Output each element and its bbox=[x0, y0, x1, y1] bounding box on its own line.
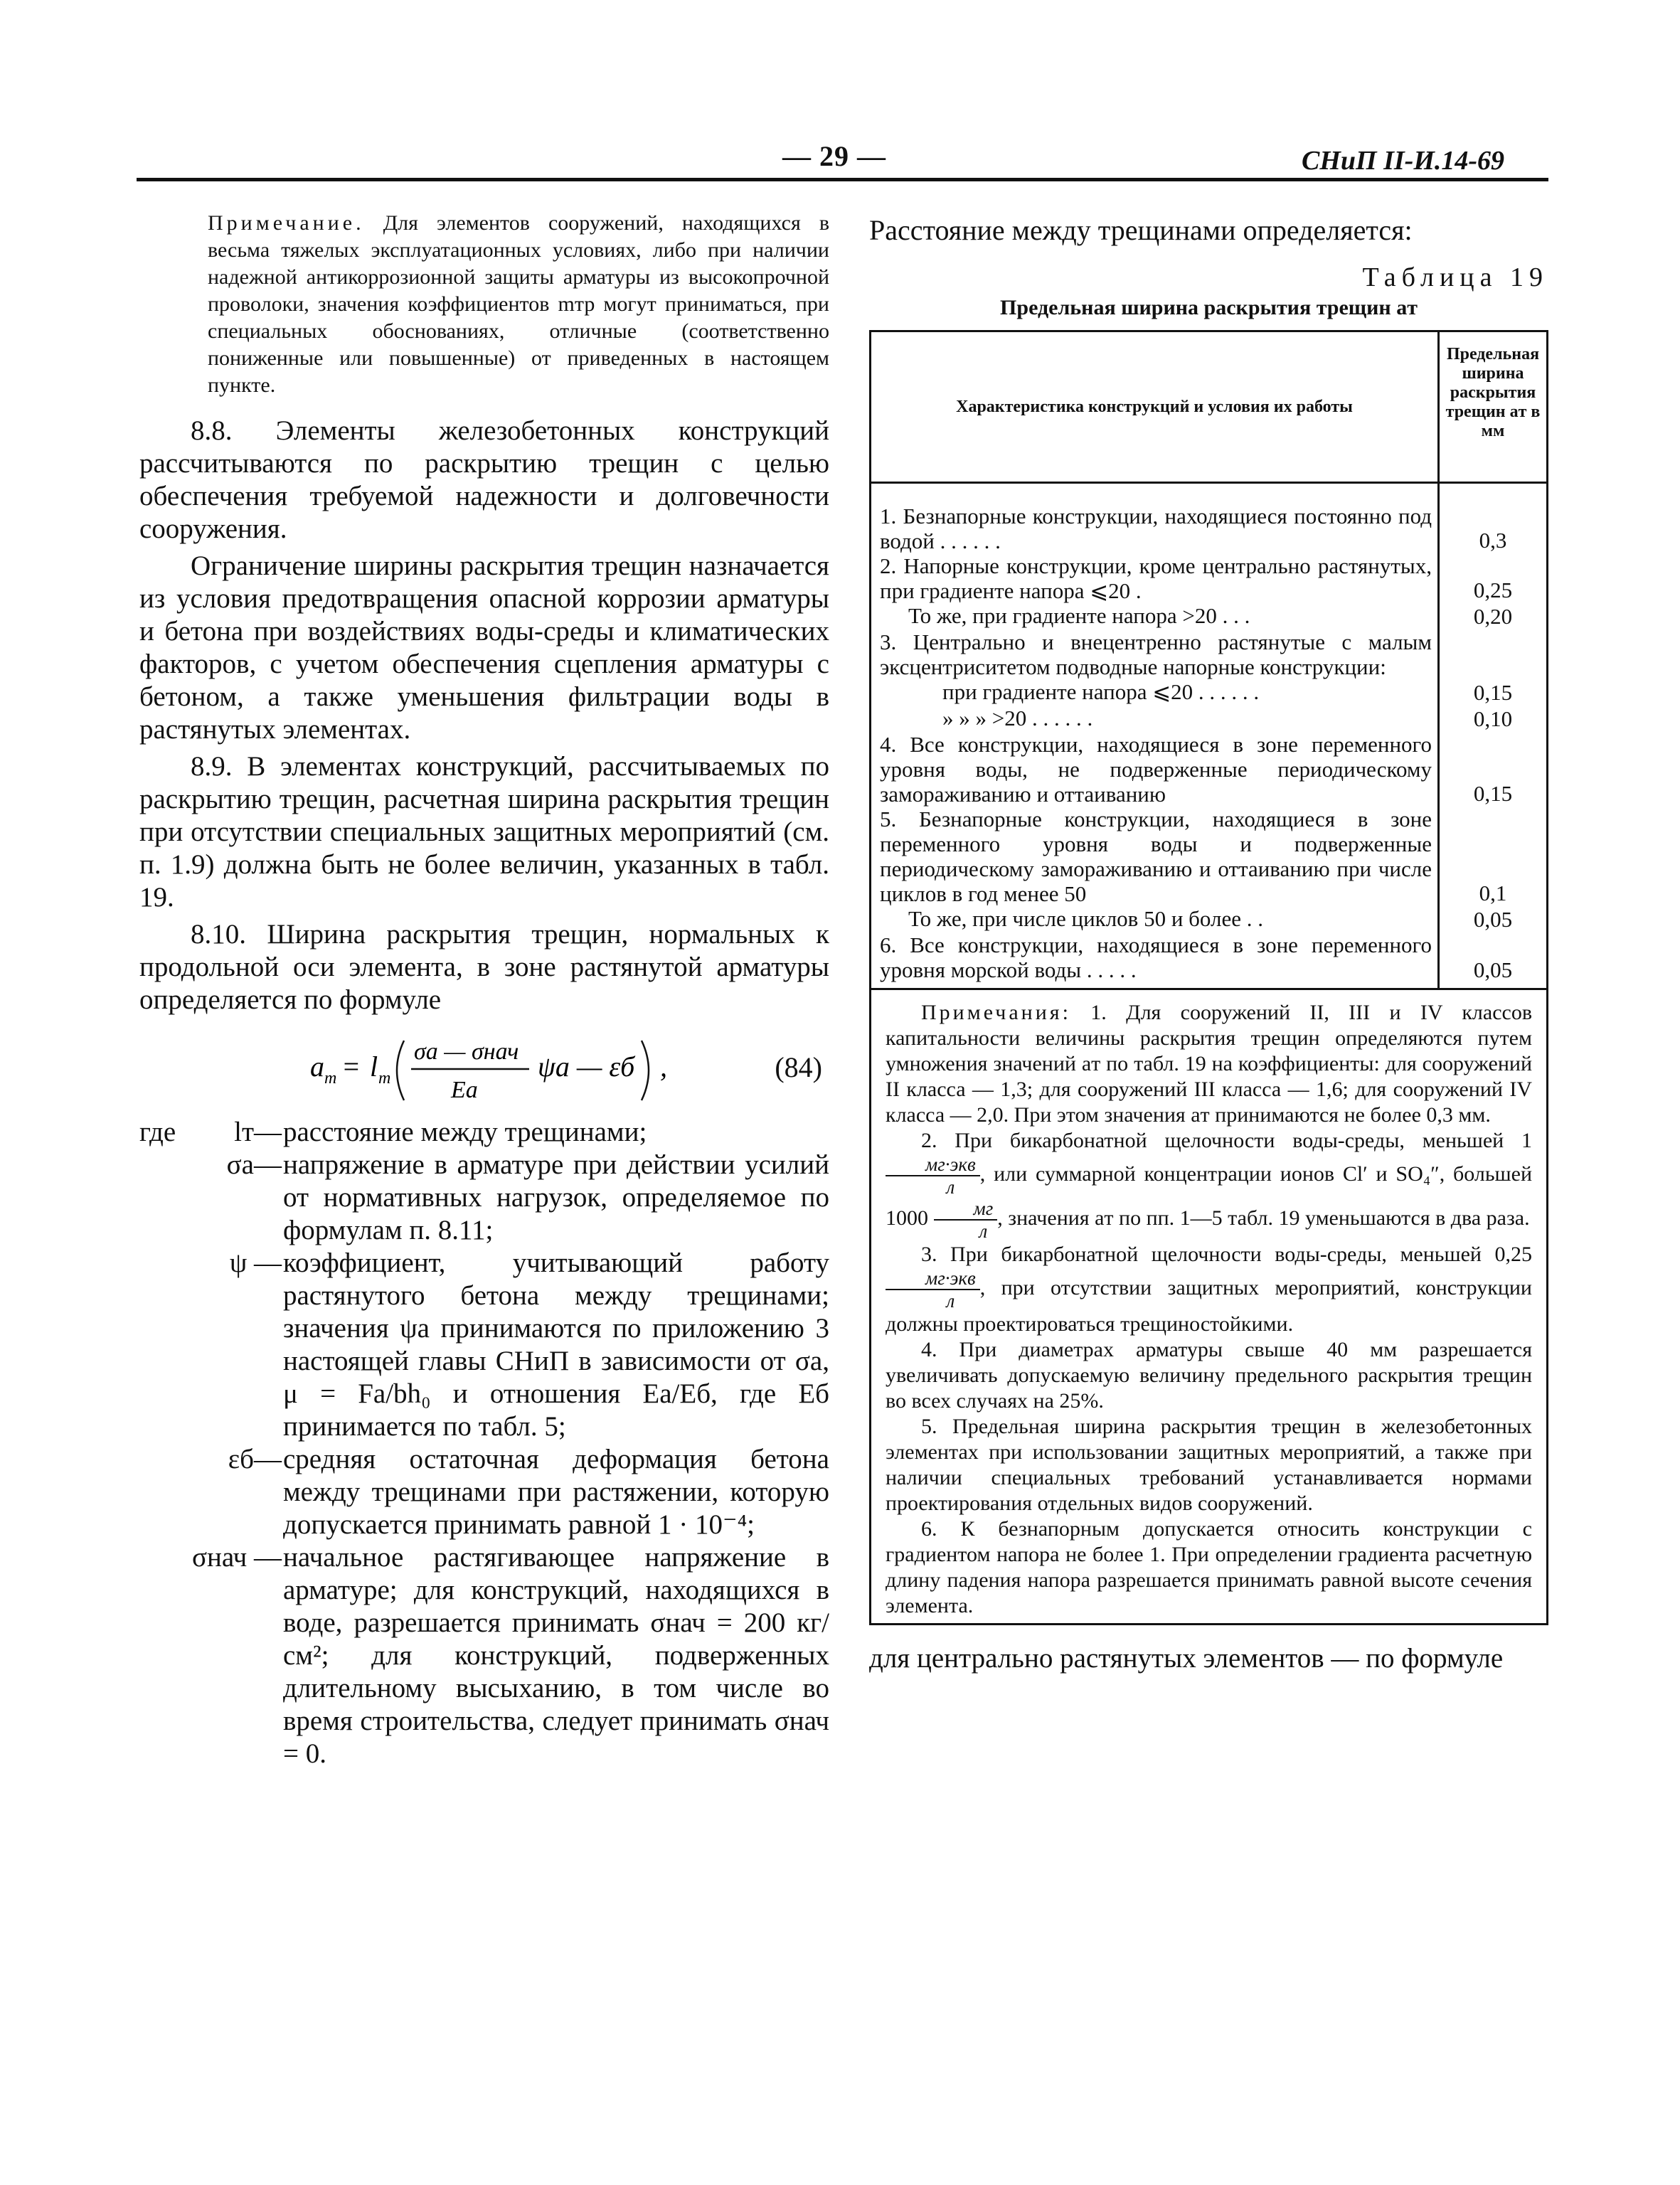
table-label: Таблица 19 bbox=[1362, 262, 1548, 292]
fraction-numerator: мг·экв bbox=[886, 1267, 980, 1290]
note-text: 1. Для сооружений II, III и IV классов капитальности величины раскрытия трещин определяются путем умножения значений aт по табл. 19 на коэффициенты: для сооружений II класса — 1,3; для сооружений III класса — 1,6; для сооружений IV класса — 2,0. При этом значения aт принимаются не более 0,3 мм. bbox=[886, 1001, 1532, 1127]
paragraph-8-8 bbox=[139, 415, 829, 546]
svg-text:т: т bbox=[378, 1069, 391, 1088]
svg-text:a: a bbox=[310, 1051, 324, 1083]
limits-table bbox=[869, 330, 1548, 990]
svg-text:=: = bbox=[341, 1051, 361, 1083]
paragraph-number: 8.8. bbox=[191, 415, 233, 446]
table-cell-value: 0,1 bbox=[1439, 807, 1548, 906]
definition-item bbox=[139, 1247, 829, 1443]
spacer bbox=[871, 483, 1439, 504]
note-1 bbox=[886, 1000, 1532, 1128]
definition-symbol: σнач — bbox=[191, 1542, 282, 1573]
paragraph-number: 8.9. bbox=[191, 751, 233, 782]
table-notes bbox=[869, 990, 1548, 1625]
table-cell-value: 0,3 bbox=[1439, 504, 1548, 553]
definition-text: коэффициент, учитывающий работу растянутого бетона между трещинами; значения ψа принимаются по приложению 3 настоящей главы СНиП в зависимости от σа, μ = Fа/bh₀ и отношения Eа/Eб, где Eб принимается по табл. 5; bbox=[283, 1248, 829, 1442]
table-cell-text: 4. Все конструкции, находящиеся в зоне переменного уровня воды, не подверженные периодическому замораживанию и оттаиванию bbox=[871, 732, 1439, 807]
svg-text:σа — σнач: σа — σнач bbox=[414, 1038, 519, 1065]
spacer bbox=[1439, 483, 1548, 504]
notes-lead: Примечания: bbox=[921, 1001, 1071, 1024]
paragraph-number: 8.10. bbox=[191, 919, 246, 950]
table-row bbox=[871, 706, 1548, 732]
note-5: 5. Предельная ширина раскрытия трещин в железобетонных элементах при использовании защитных мероприятий, а также при наличии специальных требований устанавливается нормами проектирования отдельных видов сооружений. bbox=[886, 1415, 1532, 1515]
definition-text: средняя остаточная деформация бетона между трещинами при растяжении, которую допускается принимать равной 1 · 10⁻⁴; bbox=[283, 1444, 829, 1540]
note-3 bbox=[886, 1242, 1532, 1337]
table-cell-value: 0,25 bbox=[1439, 553, 1548, 603]
table-cell-text: при градиенте напора ⩽20 . . . . . . bbox=[871, 679, 1439, 706]
fraction-denominator: л bbox=[946, 1290, 955, 1312]
table-cell-value: 0,05 bbox=[1439, 906, 1548, 932]
right-column bbox=[869, 213, 1548, 1703]
formula-body bbox=[310, 1026, 680, 1110]
definition-item bbox=[139, 1149, 829, 1247]
table-cell-text: 2. Напорные конструкции, кроме центрально растянутых, при градиенте напора ⩽20 . bbox=[871, 553, 1439, 603]
note-6: 6. К безнапорным допускается относить конструкции с градиентом напора не более 1. При определении градиента расчетную длину падения напора разрешается принимать равной высоте сечения элемента. bbox=[886, 1517, 1532, 1617]
note-4: 4. При диаметрах арматуры свыше 40 мм разрешается увеличивать допускаемую величину предельного раскрытия трещин во всех случаях на 25%. bbox=[886, 1338, 1532, 1413]
page-number: — 29 — bbox=[782, 140, 886, 172]
table-cell-value: 0,20 bbox=[1439, 603, 1548, 629]
svg-text:,: , bbox=[660, 1051, 667, 1083]
table-cell-text: 1. Безнапорные конструкции, находящиеся постоянно под водой . . . . . . bbox=[871, 504, 1439, 553]
fraction-denominator: л bbox=[946, 1176, 955, 1198]
table-cell-value: 0,15 bbox=[1439, 732, 1548, 807]
table-row bbox=[871, 679, 1548, 706]
right-outro: для центрально растянутых элементов — по формуле bbox=[869, 1643, 1504, 1674]
svg-text:Eа: Eа bbox=[451, 1077, 478, 1103]
table-title: Предельная ширина раскрытия трещин aт bbox=[1000, 296, 1418, 319]
fraction-denominator: л bbox=[979, 1221, 988, 1242]
formula-84 bbox=[139, 1026, 829, 1110]
where-label: где bbox=[139, 1117, 176, 1147]
document-code: СНиП II-И.14-69 bbox=[1302, 146, 1505, 176]
table-cell-value bbox=[1439, 629, 1548, 679]
fraction bbox=[934, 1198, 998, 1242]
fraction bbox=[886, 1267, 980, 1312]
paragraph-8-10 bbox=[139, 918, 829, 1016]
table-row bbox=[871, 504, 1548, 553]
left-note bbox=[208, 210, 829, 399]
table-cell-text: 6. Все конструкции, находящиеся в зоне переменного уровня морской воды . . . . . bbox=[871, 932, 1439, 989]
table-row bbox=[871, 807, 1548, 906]
table-row bbox=[871, 603, 1548, 629]
table-cell-text: То же, при градиенте напора >20 . . . bbox=[871, 603, 1439, 629]
note-text: 3. При бикарбонатной щелочности воды-среды, меньшей 0,25 bbox=[921, 1243, 1532, 1266]
note-text: Для элементов сооружений, находящихся в весьма тяжелых эксплуатационных условиях, либо при наличии надежной антикоррозионной защиты арматуры из высокопрочной проволоки, значения коэффициентов mтр могут приниматься, при специальных обоснованиях, отличные (соответственно пониженные или повышенные) от приведенных в настоящем пункте. bbox=[208, 211, 829, 397]
formula-number: (84) bbox=[775, 1051, 822, 1083]
definition-symbol: ψ — bbox=[229, 1248, 282, 1278]
table-cell-value: 0,05 bbox=[1439, 932, 1548, 989]
fraction-numerator: мг bbox=[934, 1198, 998, 1221]
table-cell-text: То же, при числе циклов 50 и более . . bbox=[871, 906, 1439, 932]
fraction bbox=[886, 1154, 980, 1198]
definition-text: напряжение в арматуре при действии усилий от нормативных нагрузок, определяемое по формулам п. 8.11; bbox=[283, 1149, 829, 1245]
table-header-col2: Предельная ширина раскрытия трещин aт в мм bbox=[1439, 331, 1548, 483]
definition-text: начальное растягивающее напряжение в арматуре; для конструкций, находящихся в воде, разрешается принимать σнач = 200 кг/см²; для конструкций, подверженных длительному высыханию, в том числе во время строительства, следует принимать σнач = 0. bbox=[283, 1542, 829, 1769]
definition-item bbox=[139, 1443, 829, 1541]
definitions-list bbox=[139, 1116, 829, 1770]
table-cell-value: 0,10 bbox=[1439, 706, 1548, 732]
svg-text:т: т bbox=[324, 1069, 337, 1088]
definition-item bbox=[139, 1541, 829, 1770]
table-cell-text: » » » >20 . . . . . . bbox=[871, 706, 1439, 732]
right-intro: Расстояние между трещинами определяется: bbox=[869, 214, 1413, 246]
left-column bbox=[139, 210, 829, 1770]
paragraph-text: Ширина раскрытия трещин, нормальных к продольной оси элемента, в зоне растянутой арматуры определяется по формуле bbox=[139, 919, 829, 1015]
table-header-row bbox=[871, 331, 1548, 483]
note-text: 2. При бикарбонатной щелочности воды-среды, меньшей 1 bbox=[921, 1129, 1532, 1152]
svg-text:l: l bbox=[370, 1051, 378, 1083]
header-rule bbox=[137, 178, 1548, 181]
note-lead: Примечание. bbox=[208, 211, 365, 235]
paragraph-text: В элементах конструкций, рассчитываемых по раскрытию трещин, расчетная ширина раскрытия трещин при отсутствии специальных защитных мероприятий (см. п. 1.9) должна быть не более величин, указанных в табл. 19. bbox=[139, 751, 829, 913]
paragraph-8-9 bbox=[139, 750, 829, 914]
paragraph-8-8-cont: Ограничение ширины раскрытия трещин назначается из условия предотвращения опасной коррозии арматуры и бетона при воздействиях воды-среды и климатических факторов, с учетом обеспечения сцепления арматуры с бетоном, а также уменьшения фильтрации воды в растянутых элементах. bbox=[139, 551, 829, 745]
table-row bbox=[871, 732, 1548, 807]
note-text: , при отсутствии защитных мероприятий, конструкции должны проектироваться трещиностойкими. bbox=[886, 1275, 1532, 1336]
table-cell-text: 3. Центрально и внецентренно растянутые с малым эксцентриситетом подводные напорные конструкции: bbox=[871, 629, 1439, 679]
table-row bbox=[871, 553, 1548, 603]
fraction-numerator: мг·экв bbox=[886, 1154, 980, 1176]
table-row bbox=[871, 906, 1548, 932]
table-cell-value: 0,15 bbox=[1439, 679, 1548, 706]
table-header-col1: Характеристика конструкций и условия их работы bbox=[871, 331, 1439, 483]
note-2 bbox=[886, 1128, 1532, 1242]
definition-symbol: lт— bbox=[234, 1117, 282, 1147]
svg-text:ψа — εб: ψа — εб bbox=[538, 1051, 635, 1083]
table-cell-text: 5. Безнапорные конструкции, находящиеся в зоне переменного уровня воды и подверженные периодическому замораживанию и оттаиванию при числе циклов в год менее 50 bbox=[871, 807, 1439, 906]
table-row bbox=[871, 629, 1548, 679]
definition-text: расстояние между трещинами; bbox=[283, 1117, 647, 1147]
definition-symbol: σа— bbox=[226, 1149, 282, 1180]
note-text: , значения aт по пп. 1—5 табл. 19 уменьшаются в два раза. bbox=[997, 1206, 1530, 1230]
note-text: , или суммарной концентрации ионов Cl′ и SO₄″, большей 1000 bbox=[886, 1161, 1532, 1230]
definition-item bbox=[139, 1116, 829, 1149]
paragraph-text: Элементы железобетонных конструкций рассчитываются по раскрытию трещин с целью обеспечения требуемой надежности и долговечности сооружения. bbox=[139, 415, 830, 544]
table-row bbox=[871, 932, 1548, 989]
definition-symbol: εб— bbox=[228, 1444, 282, 1474]
